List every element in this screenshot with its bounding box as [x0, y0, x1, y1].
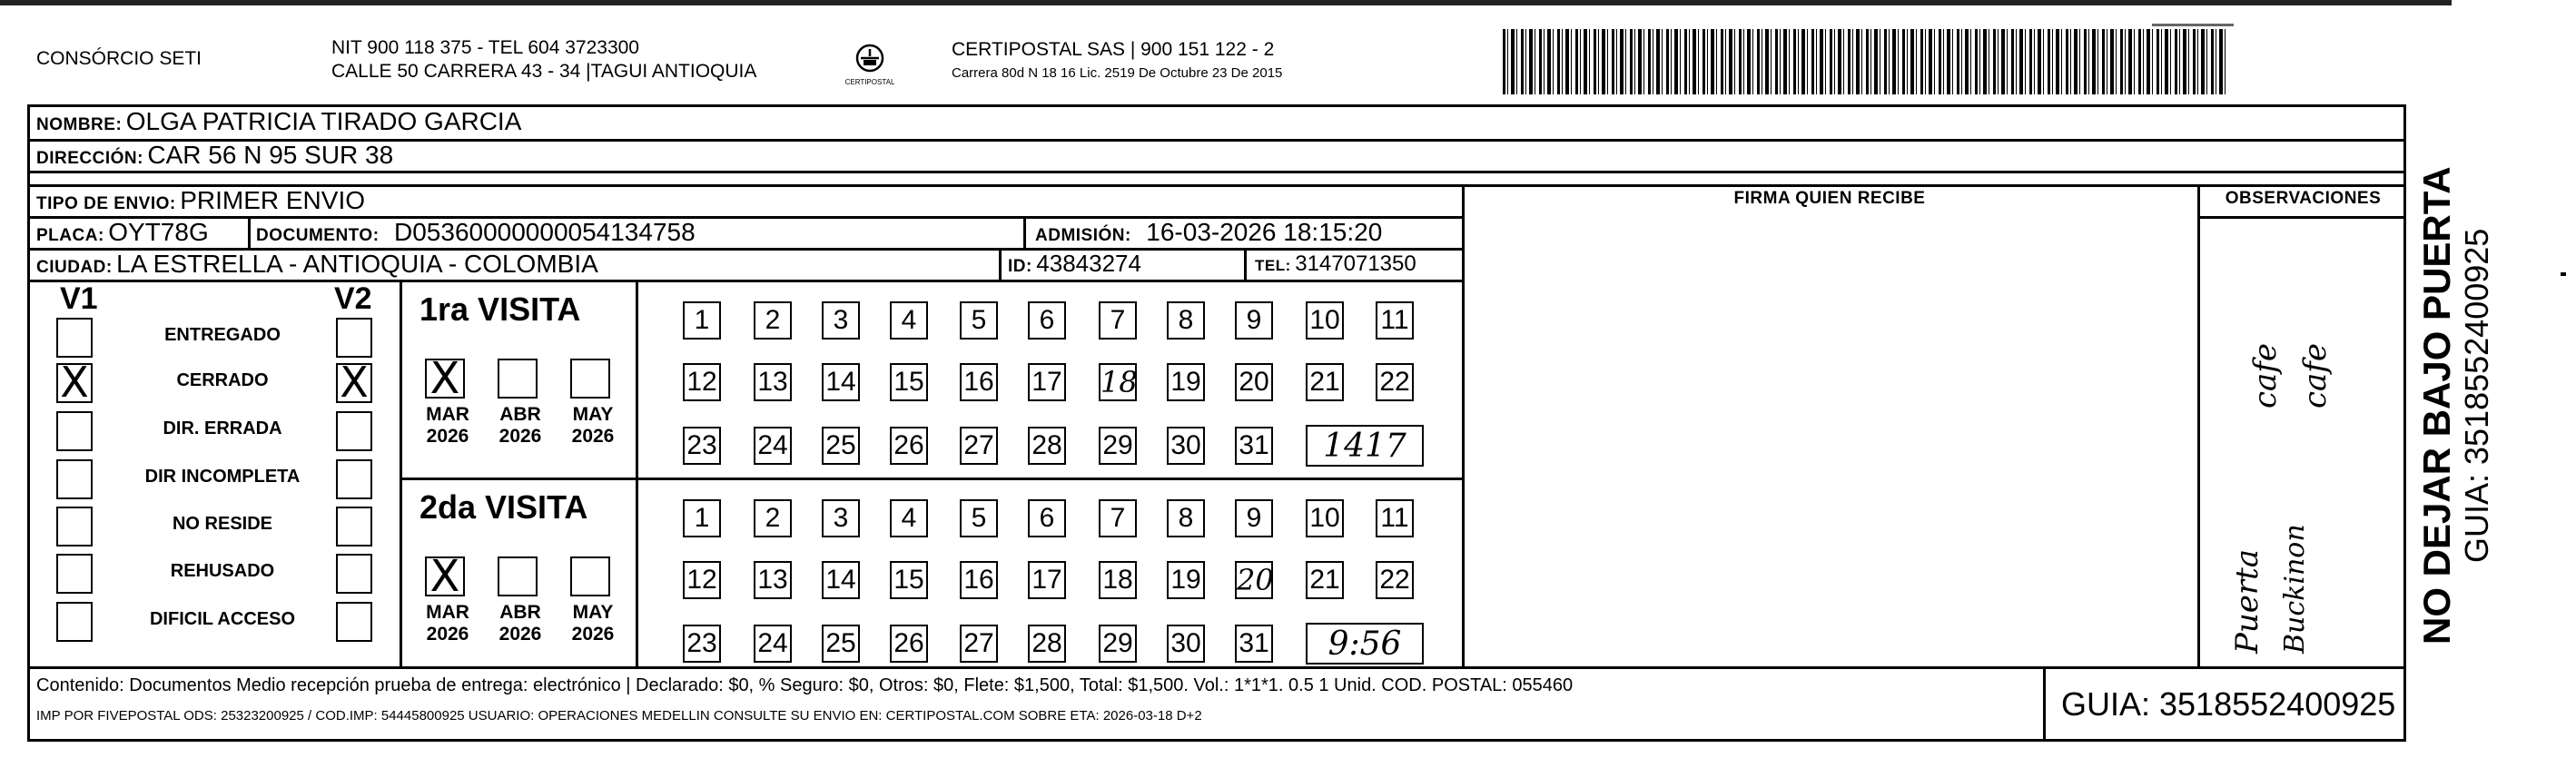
admision-label: ADMISIÓN: — [1035, 226, 1131, 245]
v1-checkbox[interactable] — [56, 411, 93, 451]
day-cell[interactable] — [1167, 625, 1205, 663]
day-number: 5 — [971, 305, 987, 335]
day-cell[interactable] — [1376, 499, 1414, 537]
visit-time: 1417 — [1323, 428, 1406, 465]
day-cell[interactable] — [822, 301, 860, 340]
reason-label: NO RESIDE — [172, 514, 273, 534]
certipostal-line: CERTIPOSTAL SAS | 900 151 122 - 2 — [952, 39, 1275, 60]
barcode — [1503, 29, 2229, 94]
day-number: 11 — [1380, 305, 1409, 335]
firma-label: FIRMA QUIEN RECIBE — [1733, 189, 1926, 208]
day-cell[interactable] — [890, 301, 928, 340]
day-cell[interactable] — [1235, 561, 1273, 599]
day-cell[interactable] — [822, 499, 860, 537]
month-year: 2026 — [426, 426, 469, 447]
day-cell[interactable] — [1099, 363, 1137, 401]
day-cell[interactable] — [822, 427, 860, 465]
day-cell[interactable] — [960, 301, 998, 340]
tipo-envio-row — [36, 186, 365, 215]
day-cell[interactable] — [1028, 561, 1066, 599]
footer-guia: GUIA: 3518552400925 — [2061, 685, 2396, 723]
day-cell[interactable] — [1099, 561, 1137, 599]
ciudad-label: CIUDAD: — [36, 258, 113, 277]
direccion-row — [36, 141, 393, 170]
day-cell[interactable] — [1306, 561, 1344, 599]
footer-imp: IMP POR FIVEPOSTAL ODS: 25323200925 / COD.IMP: 54445800925 USUARIO: OPERACIONES MEDELLIN CONSULTE SU ENVIO EN: CERTIPOSTAL.COM SOBRE ETA: 2026-03-18 D+2 — [36, 708, 1202, 724]
documento-value: D05360000000054134758 — [394, 218, 696, 246]
month-year: 2026 — [426, 624, 469, 645]
tipo-envio-value: PRIMER ENVIO — [180, 186, 366, 214]
day-number: 26 — [893, 628, 924, 658]
reason-label: ENTREGADO — [164, 325, 281, 345]
placa-label: PLACA: — [36, 226, 104, 245]
day-cell[interactable] — [890, 427, 928, 465]
day-number: 22 — [1379, 565, 1410, 595]
month-year: 2026 — [571, 426, 615, 447]
day-cell[interactable] — [890, 561, 928, 599]
day-cell[interactable] — [1099, 499, 1137, 537]
day-number: 15 — [893, 367, 924, 397]
day-number: 18 — [1102, 565, 1133, 595]
day-number: 17 — [1031, 565, 1062, 595]
day-cell[interactable] — [754, 363, 792, 401]
day-number: 3 — [833, 305, 849, 335]
reason-label: CERRADO — [176, 370, 269, 390]
day-number: 30 — [1170, 628, 1201, 658]
id-cell — [1008, 250, 1141, 278]
day-number: 9 — [1246, 305, 1262, 335]
month-name: MAR — [426, 602, 469, 623]
tel-cell — [1255, 251, 1416, 277]
edge-mark — [2561, 272, 2566, 276]
v2-checkbox[interactable] — [336, 358, 372, 407]
month-name: MAY — [572, 602, 614, 623]
day-number: 2 — [765, 503, 781, 533]
day-cell[interactable] — [1235, 363, 1273, 401]
day-cell[interactable] — [1376, 561, 1414, 599]
month-checkbox[interactable] — [425, 353, 465, 404]
v2-checkbox[interactable] — [336, 507, 372, 546]
day-cell[interactable] — [960, 625, 998, 663]
day-number: 4 — [901, 305, 917, 335]
scribble-mark — [2152, 24, 2234, 26]
day-number: 25 — [825, 628, 856, 658]
day-number: 1 — [694, 503, 710, 533]
reason-label: REHUSADO — [170, 561, 275, 581]
day-number: 20 — [1239, 367, 1269, 397]
month-checkbox[interactable] — [425, 551, 465, 602]
day-number: 16 — [963, 367, 994, 397]
day-cell[interactable] — [1028, 499, 1066, 537]
admision-cell — [1035, 218, 1382, 247]
day-number: 11 — [1380, 503, 1409, 533]
month-name: ABR — [499, 404, 541, 425]
day-cell[interactable] — [1028, 363, 1066, 401]
day-cell[interactable] — [1306, 301, 1344, 340]
day-number: 17 — [1031, 367, 1062, 397]
day-number: 7 — [1110, 305, 1126, 335]
month-name: ABR — [499, 602, 541, 623]
day-number: 10 — [1309, 305, 1340, 335]
day-number: 1 — [694, 305, 710, 335]
day-number: 28 — [1031, 628, 1062, 658]
visit-time-box[interactable] — [1306, 425, 1424, 467]
v2-checkbox[interactable] — [336, 554, 372, 594]
v2-checkbox[interactable] — [336, 459, 372, 499]
day-cell[interactable] — [890, 363, 928, 401]
day-cell[interactable] — [683, 499, 721, 537]
v2-checkbox[interactable] — [336, 411, 372, 451]
day-number: 6 — [1039, 503, 1055, 533]
day-cell[interactable] — [960, 499, 998, 537]
day-number: 27 — [963, 430, 994, 460]
month-year: 2026 — [571, 624, 615, 645]
month-checkbox[interactable] — [570, 556, 610, 596]
day-cell[interactable] — [1235, 625, 1273, 663]
side-no-dejar: NO DEJAR BAJO PUERTA — [2415, 166, 2458, 645]
day-cell[interactable] — [1099, 301, 1137, 340]
day-cell[interactable] — [822, 363, 860, 401]
obs-note-1: cafe — [2247, 342, 2284, 409]
day-cell[interactable] — [754, 499, 792, 537]
day-cell[interactable] — [1028, 301, 1066, 340]
address-line: CALLE 50 CARRERA 43 - 34 |TAGUI ANTIOQUIA — [331, 61, 757, 82]
day-number: 13 — [757, 565, 788, 595]
day-number: 12 — [686, 565, 717, 595]
day-number: 21 — [1309, 565, 1340, 595]
v2-checkbox[interactable] — [336, 318, 372, 358]
day-cell[interactable] — [683, 625, 721, 663]
obs-note-4: Buckinon — [2279, 524, 2311, 654]
day-number: 23 — [686, 628, 717, 658]
day-number: 2 — [765, 305, 781, 335]
day-number: 19 — [1170, 367, 1201, 397]
day-number: 14 — [825, 565, 856, 595]
v2-header: V2 — [334, 281, 372, 316]
day-cell[interactable] — [960, 363, 998, 401]
day-cell[interactable] — [1167, 499, 1205, 537]
v1-checkbox[interactable] — [56, 358, 93, 407]
nit-line: NIT 900 118 375 - TEL 604 3723300 — [331, 37, 639, 58]
nombre-row — [36, 107, 521, 136]
day-cell[interactable] — [1235, 301, 1273, 340]
day-number: 21 — [1309, 367, 1340, 397]
day-number: 30 — [1170, 430, 1201, 460]
id-value: 43843274 — [1036, 250, 1141, 277]
day-number: 29 — [1102, 628, 1133, 658]
day-number: 18 — [1100, 365, 1138, 399]
day-number: 6 — [1039, 305, 1055, 335]
day-cell[interactable] — [1028, 625, 1066, 663]
documento-label: DOCUMENTO: — [256, 226, 380, 245]
documento-cell — [256, 218, 696, 247]
nombre-label: NOMBRE: — [36, 115, 123, 134]
day-number: 23 — [686, 430, 717, 460]
day-number: 4 — [901, 503, 917, 533]
day-cell[interactable] — [1099, 625, 1137, 663]
month-name: MAR — [426, 404, 469, 425]
day-number: 29 — [1102, 430, 1133, 460]
day-cell[interactable] — [890, 499, 928, 537]
nombre-value: OLGA PATRICIA TIRADO GARCIA — [125, 107, 522, 135]
month-checkbox[interactable] — [498, 359, 538, 399]
day-cell[interactable] — [754, 625, 792, 663]
visit-time-box[interactable] — [1306, 623, 1424, 665]
month-name: MAY — [572, 404, 614, 425]
month-mark: X — [429, 551, 460, 602]
day-cell[interactable] — [1306, 499, 1344, 537]
day-cell[interactable] — [890, 625, 928, 663]
tel-value: 3147071350 — [1295, 251, 1416, 276]
day-number: 3 — [833, 503, 849, 533]
day-number: 20 — [1237, 563, 1274, 597]
tipo-envio-label: TIPO DE ENVIO: — [36, 194, 176, 213]
month-year: 2026 — [498, 624, 542, 645]
license-line: Carrera 80d N 18 16 Lic. 2519 De Octubre 23 De 2015 — [952, 65, 1283, 81]
day-cell[interactable] — [754, 427, 792, 465]
day-number: 15 — [893, 565, 924, 595]
day-cell[interactable] — [1167, 301, 1205, 340]
month-checkbox[interactable] — [570, 359, 610, 399]
visit-title: 1ra VISITA — [419, 290, 581, 328]
direccion-label: DIRECCIÓN: — [36, 149, 143, 168]
reason-label: DIR INCOMPLETA — [144, 467, 301, 487]
v1-checkbox[interactable] — [56, 507, 93, 546]
certipostal-logo — [843, 38, 897, 91]
day-cell[interactable] — [683, 561, 721, 599]
day-cell[interactable] — [960, 561, 998, 599]
day-number: 5 — [971, 503, 987, 533]
visit-title: 2da VISITA — [419, 488, 588, 526]
day-cell[interactable] — [1167, 363, 1205, 401]
v1-mark: X — [60, 358, 89, 407]
day-cell[interactable] — [822, 625, 860, 663]
day-cell[interactable] — [1306, 363, 1344, 401]
day-number: 25 — [825, 430, 856, 460]
v1-header: V1 — [60, 281, 98, 316]
visit-time: 9:56 — [1327, 625, 1402, 663]
day-number: 14 — [825, 367, 856, 397]
day-cell[interactable] — [683, 363, 721, 401]
day-cell[interactable] — [1376, 301, 1414, 340]
ciudad-value: LA ESTRELLA - ANTIOQUIA - COLOMBIA — [116, 250, 598, 278]
day-number: 31 — [1239, 430, 1269, 460]
day-cell[interactable] — [960, 427, 998, 465]
ciudad-cell — [36, 250, 598, 279]
day-cell[interactable] — [1376, 363, 1414, 401]
day-cell[interactable] — [1167, 427, 1205, 465]
day-number: 26 — [893, 430, 924, 460]
day-number: 7 — [1110, 503, 1126, 533]
footer-contenido: Contenido: Documentos Medio recepción prueba de entrega: electrónico | Declarado: $0, % Seguro: $0, Otros: $0, Flete: $1,500, Total: $1,500. Vol.: 1*1*1. 0.5 1 Unid. COD. POSTAL: 055460 — [36, 675, 1574, 695]
day-number: 24 — [757, 628, 788, 658]
v1-checkbox[interactable] — [56, 318, 93, 358]
day-number: 10 — [1309, 503, 1340, 533]
day-cell[interactable] — [1099, 427, 1137, 465]
v2-checkbox[interactable] — [336, 602, 372, 642]
day-number: 28 — [1031, 430, 1062, 460]
day-number: 12 — [686, 367, 717, 397]
day-cell[interactable] — [1235, 427, 1273, 465]
obs-note-2: cafe — [2297, 342, 2334, 409]
logo-text: CERTIPOSTAL — [844, 78, 895, 86]
month-checkbox[interactable] — [498, 556, 538, 596]
day-number: 8 — [1178, 503, 1194, 533]
direccion-value: CAR 56 N 95 SUR 38 — [147, 141, 394, 169]
month-mark: X — [429, 353, 460, 404]
day-cell[interactable] — [754, 301, 792, 340]
day-number: 13 — [757, 367, 788, 397]
day-number: 24 — [757, 430, 788, 460]
v1-checkbox[interactable] — [56, 602, 93, 642]
day-cell[interactable] — [1028, 427, 1066, 465]
top-border — [0, 0, 2452, 5]
day-number: 9 — [1246, 503, 1262, 533]
v1-checkbox[interactable] — [56, 459, 93, 499]
day-cell[interactable] — [683, 427, 721, 465]
day-number: 27 — [963, 628, 994, 658]
v2-mark: X — [340, 358, 369, 407]
day-number: 16 — [963, 565, 994, 595]
day-cell[interactable] — [1235, 499, 1273, 537]
day-number: 19 — [1170, 565, 1201, 595]
obs-note-3: Puerta — [2229, 548, 2265, 654]
side-guia: GUIA: 3518552400925 — [2458, 228, 2495, 563]
reason-label: DIR. ERRADA — [163, 418, 282, 438]
observaciones-label: OBSERVACIONES — [2225, 189, 2382, 208]
reason-label: DIFICIL ACCESO — [149, 609, 295, 629]
day-number: 8 — [1178, 305, 1194, 335]
admision-value: 16-03-2026 18:15:20 — [1146, 218, 1383, 246]
tel-label: TEL: — [1255, 257, 1291, 274]
day-cell[interactable] — [1167, 561, 1205, 599]
day-cell[interactable] — [754, 561, 792, 599]
day-cell[interactable] — [683, 301, 721, 340]
id-label: ID: — [1008, 257, 1032, 276]
v1-checkbox[interactable] — [56, 554, 93, 594]
day-number: 22 — [1379, 367, 1410, 397]
day-cell[interactable] — [822, 561, 860, 599]
company-name: CONSÓRCIO SETI — [36, 48, 202, 69]
placa-cell — [36, 218, 209, 247]
placa-value: OYT78G — [108, 218, 209, 246]
day-number: 31 — [1239, 628, 1269, 658]
month-year: 2026 — [498, 426, 542, 447]
